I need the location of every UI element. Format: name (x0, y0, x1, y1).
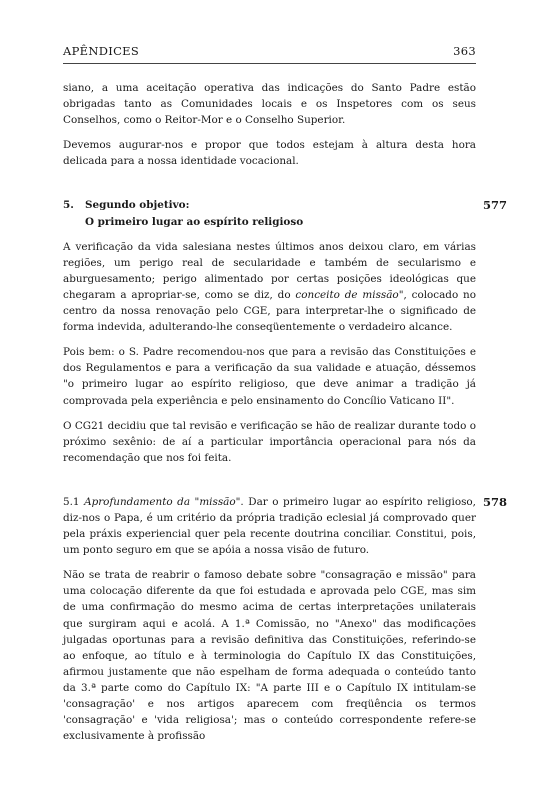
paragraph-2: Devemos augurar-nos e propor que todos estejam à altura desta hora delicada para a nossa identidade vocacional. (63, 139, 476, 168)
subsection-5-1 (63, 494, 508, 558)
running-header (63, 44, 476, 62)
paragraph-4: Pois bem: o S. Padre recomendou-nos que para a revisão das Constituições e dos Regulamentos e para a verificação da sua validade e atuação, déssemos "o primeiro lugar ao espírito religioso, que deve animar a tradição já comprovada pela experiência e pelo ensinamento do Concílio Vaticano II". (63, 346, 476, 407)
subsection-5-1-paragraph (63, 494, 476, 558)
section-5-heading (63, 197, 508, 229)
paragraph-3-end: , colocado no centro da nossa renovação pelo CGE, para interpretar-lhe o significado de forma indevida, adulterando-lhe conseqüentemente o verdadeiro alcance. (63, 288, 476, 334)
paragraph-3 (63, 239, 476, 336)
paragraph-6: Não se trata de reabrir o famoso debate sobre "consagração e missão" para uma colocação diferente da que foi estudada e aprovada pelo CGE, mas sim de uma confirmação do mesmo acima de certas interpretações unilaterais que surgiram aqui e acolá. A 1.ª Comissão, no "Anexo" das modificações julgadas oportunas para a revisão definitiva das Constituições, referindo-se ao enfoque, ao título e à terminologia do Capítulo IX das Constituições, afirmou justamente que não espelham de forma adequada o conteúdo tanto da 3.ª parte como do Capítulo IX: "A parte III e o Capítulo IX intitulam-se 'consagração' e nos artigos aparecem com freqüência os termos 'consagração' e 'vida religiosa'; mas o conteúdo correspondente refere-se exclusivamente à profissão (63, 569, 476, 743)
paragraph-3-emphasis: conceito de missão" (295, 288, 404, 301)
page-number: 363 (453, 44, 476, 58)
section-5-title-line1: Segundo objetivo: (85, 199, 190, 212)
header-rule (63, 63, 476, 64)
paragraph-5: O CG21 decidiu que tal revisão e verificação se hão de realizar durante todo o próximo sexênio: de aí a particular importância operacional para nós da recomendação que nos foi feita. (63, 419, 476, 464)
paragraph-3-start: A verificação da vida salesiana nestes últimos anos deixou claro, em várias regiões, um perigo real de secularidade e também de secularismo e aburguesamento; perigo alimentado por certas posições ideológicas que chegaram a apropriar-se, como se diz, do (63, 240, 476, 301)
margin-number-578: 578 (483, 494, 508, 509)
paragraph-1: siano, a uma aceitação operativa das indicações do Santo Padre estão obrigadas tanto as Comunidades locais e os Inspetores com os seus Conselhos, como o Reitor-Mor e o Conselho Superior. (63, 82, 476, 127)
header-title: APÊNDICES (63, 44, 140, 58)
subsection-5-1-text: . Dar o primeiro lugar ao espírito religioso, diz-nos o Papa, é um critério da própria tradição eclesial já comprovado quer pela práxis experiencial quer pela recente doutrina conciliar. Constitui, pois, um ponto seguro em que se apóia a nossa visão de futuro. (63, 495, 476, 557)
margin-number-577: 577 (483, 198, 508, 213)
subsection-5-1-title: Aprofundamento da "missão" (84, 495, 241, 508)
section-5-number: 5. (63, 199, 74, 212)
subsection-5-1-number: 5.1 (63, 495, 80, 508)
page-body (63, 80, 508, 744)
section-5-title-line2: O primeiro lugar ao espírito religioso (85, 215, 304, 228)
